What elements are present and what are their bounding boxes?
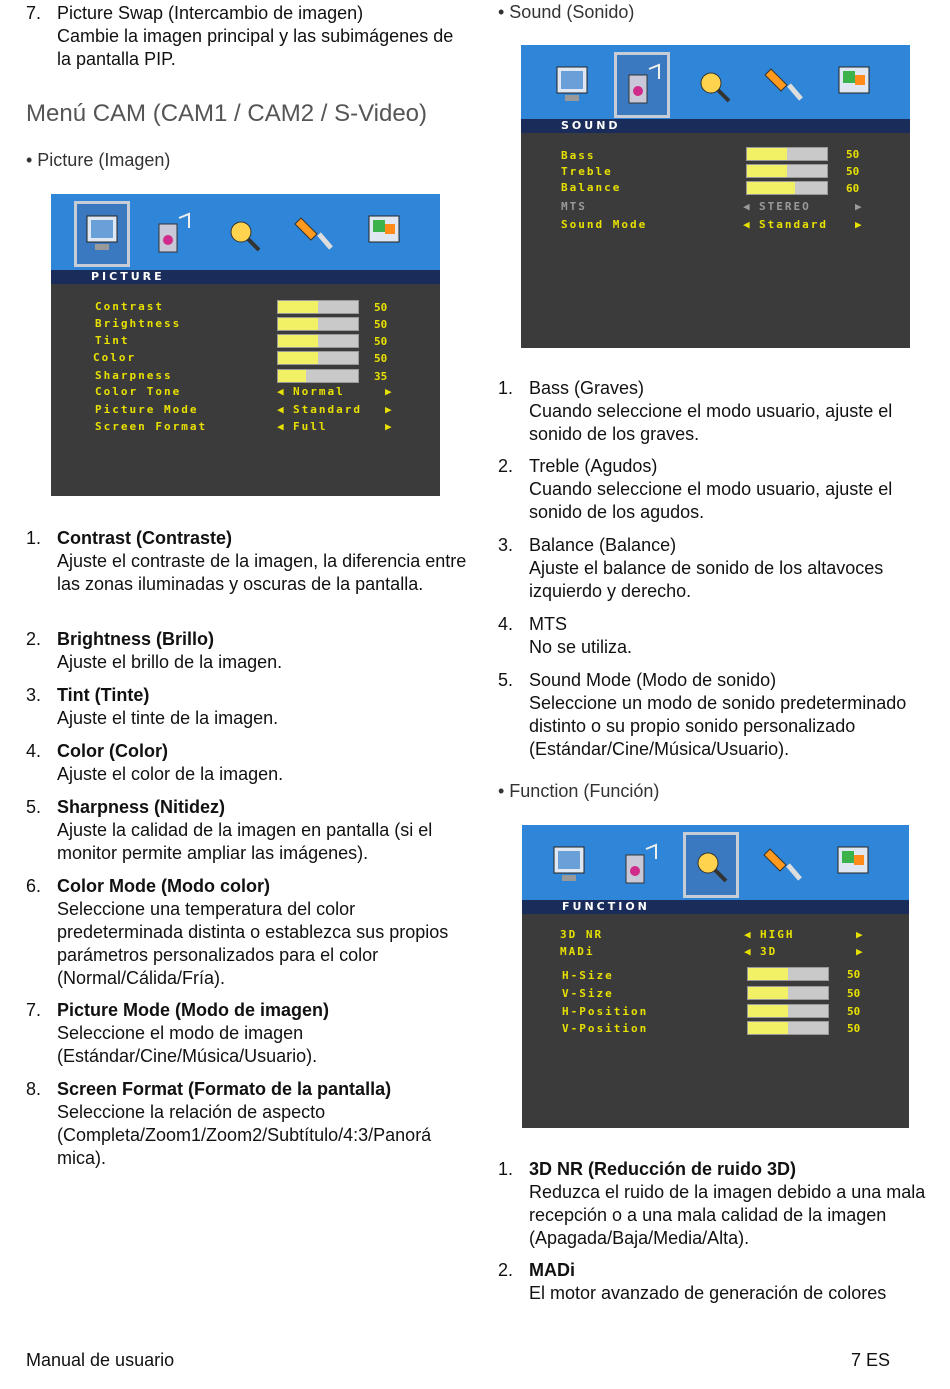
item-number: 2. [498, 1260, 514, 1280]
arrow-right-icon: ▶ [385, 403, 394, 416]
sound-heading: • Sound (Sonido) [498, 2, 635, 22]
osd-option-value: 3D [760, 945, 778, 958]
osd-row-mts: MTS [561, 200, 587, 213]
item-desc: Seleccione el modo de imagen (Estándar/Cine/Música/Usuario). [57, 1023, 318, 1066]
item-desc: Seleccione la relación de aspecto (Completa/Zoom1/Zoom2/Subtítulo/4:3/Panorá mica). [57, 1102, 432, 1168]
item-desc: Ajuste el contraste de la imagen, la diferencia entre las zonas iluminadas y oscuras de la pantalla. [57, 551, 467, 594]
osd-value: 60 [846, 182, 860, 195]
osd-menu-label: FUNCTION [522, 900, 909, 914]
osd-icon-bar [522, 825, 909, 900]
item-desc: Cuando seleccione el modo usuario, ajuste el sonido de los agudos. [529, 479, 893, 522]
osd-slider [277, 300, 359, 314]
picture-osd-screenshot [51, 194, 440, 496]
osd-value: 50 [846, 148, 860, 161]
item-number: 2. [26, 629, 42, 649]
arrow-right-icon: ▶ [855, 218, 864, 231]
arrow-left-icon: ◀ [744, 928, 753, 941]
osd-slider [746, 147, 828, 161]
osd-row-v-position: V-Position [562, 1022, 649, 1035]
osd-slider [277, 369, 359, 383]
osd-row-balance: Balance [561, 181, 622, 194]
arrow-left-icon: ◀ [277, 420, 286, 433]
osd-row-color-tone: Color Tone [95, 385, 182, 398]
arrow-right-icon: ▶ [856, 928, 865, 941]
function-icon [686, 835, 736, 895]
item-title: Balance (Balance) [529, 535, 677, 555]
osd-value: 35 [374, 370, 388, 383]
osd-slider [746, 164, 828, 178]
item-desc: Ajuste el brillo de la imagen. [57, 652, 283, 672]
sound-icon [614, 835, 664, 895]
item-desc: Seleccione una temperatura del color predeterminada distinta o establezca sus propios parámetros personalizados para el color (Normal/Cálida/Fría). [57, 899, 449, 988]
osd-slider [747, 986, 829, 1000]
sound-icon [147, 204, 197, 264]
osd-row-brightness: Brightness [95, 317, 182, 330]
item-desc: Ajuste el balance de sonido de los altavoces izquierdo y derecho. [529, 558, 884, 601]
osd-option-value: STEREO [759, 200, 811, 213]
pip-icon [829, 55, 879, 115]
pip-icon [359, 204, 409, 264]
item-title: Treble (Agudos) [529, 456, 658, 476]
arrow-left-icon: ◀ [277, 403, 286, 416]
function-osd-screenshot [522, 825, 909, 1128]
osd-option-value: Standard [759, 218, 828, 231]
item-title: Brightness (Brillo) [57, 629, 215, 649]
osd-row-treble: Treble [561, 165, 613, 178]
item-desc: No se utiliza. [529, 637, 633, 657]
osd-value: 50 [847, 968, 861, 981]
osd-row-h-size: H-Size [562, 969, 614, 982]
item-title: Picture Mode (Modo de imagen) [57, 1000, 330, 1020]
osd-panel [521, 133, 910, 348]
function-icon [219, 204, 269, 264]
osd-option-value: Normal [293, 385, 345, 398]
osd-row-madi: MADi [560, 945, 595, 958]
item-desc: El motor avanzado de generación de colores [529, 1283, 887, 1303]
item-number: 4. [26, 741, 42, 761]
osd-value: 50 [846, 165, 860, 178]
osd-option-value: Full [293, 420, 328, 433]
item-desc: Cuando seleccione el modo usuario, ajuste el sonido de los graves. [529, 401, 893, 444]
function-icon [689, 55, 739, 115]
arrow-left-icon: ◀ [743, 200, 752, 213]
osd-value: 50 [374, 301, 388, 314]
osd-row-screen-format: Screen Format [95, 420, 208, 433]
osd-value: 50 [847, 1022, 861, 1035]
item-number: 2. [498, 456, 514, 476]
osd-row-3d-nr: 3D NR [560, 928, 604, 941]
item-number: 5. [498, 670, 514, 690]
item-title: Contrast (Contraste) [57, 528, 233, 548]
item-desc: Cambie la imagen principal y las subimágenes de la pantalla PIP. [57, 26, 454, 69]
sound-icon [617, 55, 667, 115]
item-title: Bass (Graves) [529, 378, 645, 398]
item-title: Tint (Tinte) [57, 685, 150, 705]
item-desc: Reduzca el ruido de la imagen debido a una mala recepción o a una mala calidad de la imagen (Apagada/Baja/Media/Alta). [529, 1182, 926, 1248]
osd-value: 50 [847, 1005, 861, 1018]
osd-row-h-position: H-Position [562, 1005, 649, 1018]
osd-row-contrast: Contrast [95, 300, 164, 313]
item-number: 3. [26, 685, 42, 705]
picture-heading: • Picture (Imagen) [26, 150, 171, 170]
osd-row-sound-mode: Sound Mode [561, 218, 648, 231]
arrow-right-icon: ▶ [385, 420, 394, 433]
pip-icon [828, 835, 878, 895]
item-title: Screen Format (Formato de la pantalla) [57, 1079, 392, 1099]
cam-menu-heading: Menú CAM (CAM1 / CAM2 / S-Video) [26, 100, 428, 127]
item-title: Color Mode (Modo color) [57, 876, 270, 896]
osd-icon-bar [521, 45, 910, 119]
setup-icon [758, 835, 808, 895]
item-desc: Seleccione un modo de sonido predeterminado distinto o su propio sonido personalizado (Estándar/Cine/Música/Usuario). [529, 693, 907, 759]
osd-value: 50 [374, 352, 388, 365]
item-desc: Ajuste la calidad de la imagen en pantalla (si el monitor permite ampliar las imágenes). [57, 820, 433, 863]
osd-value: 50 [374, 335, 388, 348]
osd-slider [746, 181, 828, 195]
setup-icon [289, 204, 339, 264]
arrow-right-icon: ▶ [856, 945, 865, 958]
function-heading: • Function (Función) [498, 781, 660, 801]
item-number: 7. [26, 1000, 42, 1020]
item-desc: Ajuste el tinte de la imagen. [57, 708, 279, 728]
osd-slider [747, 1004, 829, 1018]
item-title: 3D NR (Reducción de ruido 3D) [529, 1159, 797, 1179]
osd-menu-label: PICTURE [51, 270, 440, 284]
item-number: 8. [26, 1079, 42, 1099]
item-number: 3. [498, 535, 514, 555]
osd-value: 50 [374, 318, 388, 331]
item-number: 1. [498, 378, 514, 398]
footer-manual-label: Manual de usuario [26, 1350, 175, 1370]
arrow-right-icon: ▶ [385, 385, 394, 398]
item-number: 6. [26, 876, 42, 896]
item-title: Sound Mode (Modo de sonido) [529, 670, 777, 690]
item-number: 4. [498, 614, 514, 634]
item-title: MADi [529, 1260, 575, 1280]
osd-panel [522, 914, 909, 1128]
arrow-left-icon: ◀ [743, 218, 752, 231]
picture-icon [77, 204, 127, 264]
footer-page-number: 7 ES [851, 1350, 891, 1370]
arrow-right-icon: ▶ [855, 200, 864, 213]
osd-option-value: Standard [293, 403, 362, 416]
item-number: 1. [498, 1159, 514, 1179]
osd-slider [277, 317, 359, 331]
osd-panel [51, 284, 440, 496]
picture-icon [544, 835, 594, 895]
item-number: 5. [26, 797, 42, 817]
item-number: 1. [26, 528, 42, 548]
osd-option-value: HIGH [760, 928, 795, 941]
osd-row-bass: Bass [561, 149, 596, 162]
sound-osd-screenshot [521, 45, 910, 348]
setup-icon [759, 55, 809, 115]
osd-value: 50 [847, 987, 861, 1000]
osd-row-picture-mode: Picture Mode [95, 403, 199, 416]
item-title: Sharpness (Nitidez) [57, 797, 226, 817]
osd-menu-label: SOUND [521, 119, 910, 133]
item-title: Color (Color) [57, 741, 168, 761]
osd-row-color: Color [93, 351, 137, 364]
osd-slider [747, 967, 829, 981]
arrow-left-icon: ◀ [277, 385, 286, 398]
osd-slider [277, 351, 359, 365]
item-title: Picture Swap (Intercambio de imagen) [57, 3, 364, 23]
item-title: MTS [529, 614, 567, 634]
osd-row-tint: Tint [95, 334, 130, 347]
osd-slider [747, 1021, 829, 1035]
item-number: 7. [26, 3, 42, 23]
item-desc: Ajuste el color de la imagen. [57, 764, 284, 784]
osd-row-sharpness: Sharpness [95, 369, 173, 382]
arrow-left-icon: ◀ [744, 945, 753, 958]
osd-slider [277, 334, 359, 348]
osd-row-v-size: V-Size [562, 987, 614, 1000]
picture-icon [547, 55, 597, 115]
osd-icon-bar [51, 194, 440, 270]
